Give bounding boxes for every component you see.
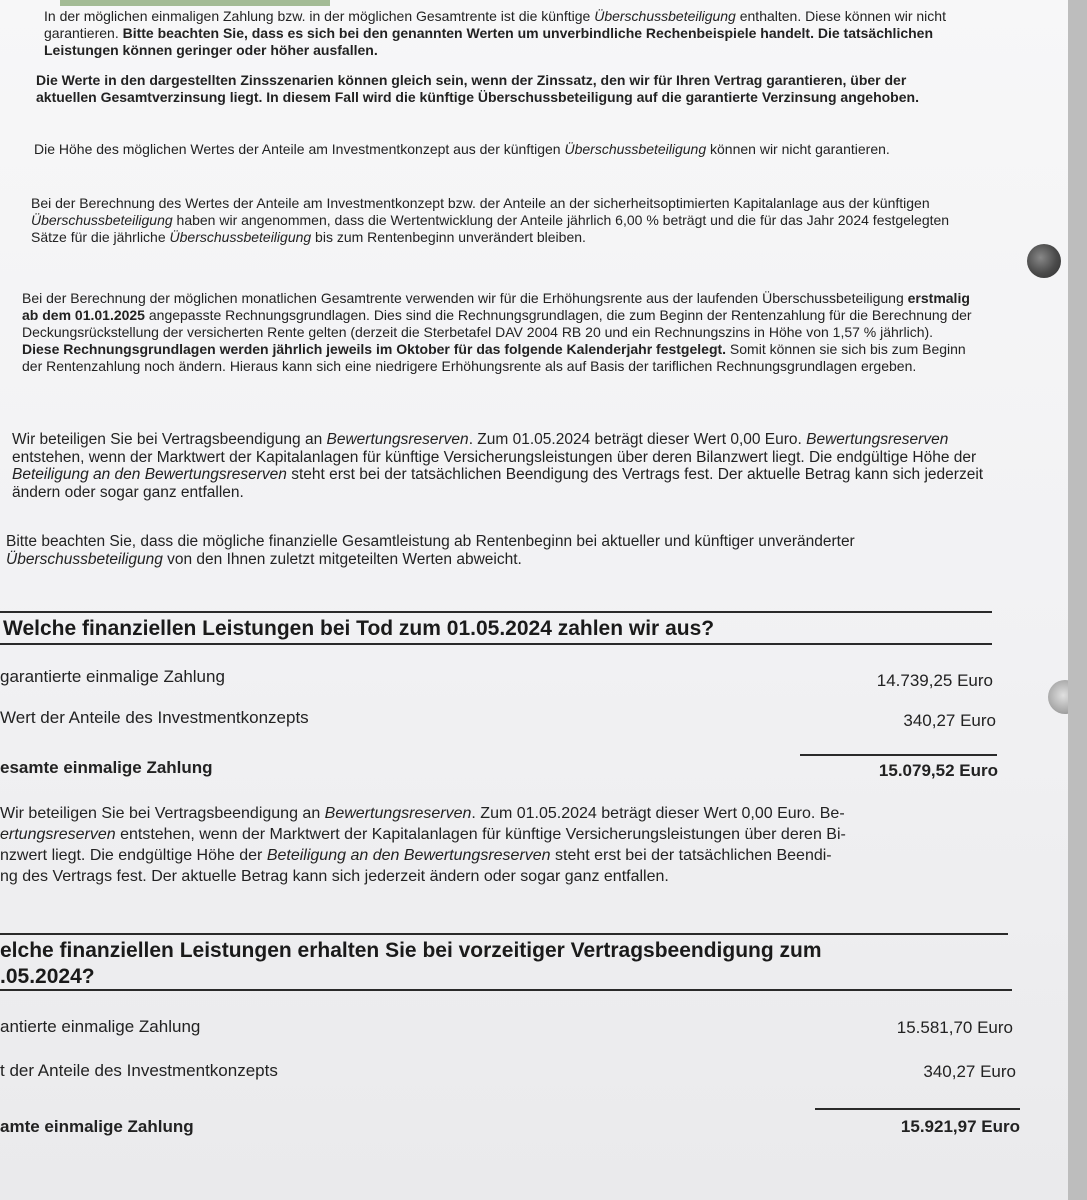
section-divider-top bbox=[0, 611, 992, 613]
punch-hole-icon bbox=[1048, 680, 1068, 714]
paragraph-surplus-note: In der möglichen einmaligen Zahlung bzw. in der möglichen Gesamtrente ist die künftige Überschussbeteiligung enthalten. Diese können wir nicht garantieren. Bitte beachten Sie, dass es sich bei den genannten Werten um unverbindliche Rechenbeispiele handelt. Die tatsächlichen Leistungen können geringer oder höher ausfallen. bbox=[44, 8, 946, 58]
sum-line bbox=[800, 754, 997, 756]
row-value-guaranteed-payment: 15.581,70 Euro bbox=[896, 1018, 1013, 1037]
section-heading-death-benefit: Welche finanziellen Leistungen bei Tod zum 01.05.2024 zahlen wir aus? bbox=[3, 617, 715, 640]
row-label-guaranteed-payment: garantierte einmalige Zahlung bbox=[0, 667, 225, 686]
row-label-total-payment: esamte einmalige Zahlung bbox=[0, 758, 213, 777]
row-value-investment-shares: 340,27 Euro bbox=[923, 1062, 1016, 1081]
background-edge bbox=[1068, 0, 1087, 1200]
row-label-total-payment: amte einmalige Zahlung bbox=[0, 1117, 194, 1136]
section-divider-bottom bbox=[0, 989, 1012, 991]
paragraph-investment-value: Die Höhe des möglichen Wertes der Anteile am Investmentkonzept aus der künftigen Überschussbeteiligung können wir nicht garantieren. bbox=[34, 141, 890, 157]
row-label-guaranteed-payment: antierte einmalige Zahlung bbox=[0, 1017, 201, 1036]
row-label-investment-shares: t der Anteile des Investmentkonzepts bbox=[0, 1061, 278, 1080]
paragraph-interest-scenarios: Die Werte in den dargestellten Zinsszenarien können gleich sein, wenn der Zinssatz, den wir für Ihren Vertrag garantieren, über der aktuellen Gesamtverzinsung liegt. In diesem Fall wird die künftige Überschussbeteiligung auf die garantierte Verzinsung angehoben. bbox=[36, 72, 919, 105]
section-divider-top bbox=[0, 933, 1008, 935]
row-value-guaranteed-payment: 14.739,25 Euro bbox=[876, 671, 993, 690]
section-divider-bottom bbox=[0, 643, 992, 645]
paragraph-valuation-reserves: Wir beteiligen Sie bei Vertragsbeendigung an Bewertungsreserven. Zum 01.05.2024 beträgt dieser Wert 0,00 Euro. Bewertungsreserven entstehen, wenn der Marktwert der Kapitalanlagen für künftige Versicherungsleistungen über deren Bilanzwert liegt. Die endgültige Höhe der Beteiligung an den Bewertungsreserven steht erst bei der tatsächlichen Beendigung des Vertrags fest. Der aktuelle Betrag kann sich jederzeit ändern oder sogar ganz entfallen. bbox=[12, 431, 984, 501]
paragraph-pension-basis: Bei der Berechnung der möglichen monatlichen Gesamtrente verwenden wir für die Erhöhungsrente aus der laufenden Überschussbeteiligung erstmalig ab dem 01.01.2025 angepasste Rechnungsgrundlagen. Dies sind die Rechnungsgrundlagen, die zum Beginn der Rentenzahlung für die Berechnung der Deckungsrückstellung der versicherten Rente gelten (derzeit die Sterbetafel DAV 2004 RB 20 und ein Rechnungszins in Höhe von 1,57 % jährlich). Diese Rechnungsgrundlagen werden jährlich jeweils im Oktober für das folgende Kalenderjahr festgelegt. Somit können sie sich bis zum Beginn der Rentenzahlung noch ändern. Hieraus kann sich eine niedrigere Erhöhungsrente als auf Basis der tariflichen Rechnungsgrundlagen ergeben. bbox=[22, 290, 972, 374]
section-heading-early-termination: elche finanziellen Leistungen erhalten Sie bei vorzeitiger Vertragsbeendigung zum .05.2024? bbox=[0, 939, 822, 988]
paragraph-calculation-basis: Bei der Berechnung des Wertes der Anteile am Investmentkonzept bzw. der Anteile an der sicherheitsoptimierten Kapitalanlage aus der künftigen Überschussbeteiligung haben wir angenommen, dass die Wertentwicklung der Anteile jährlich 6,00 % beträgt und die für das Jahr 2024 festgelegten Sätze für die jährliche Überschussbeteiligung bis zum Rentenbeginn unverändert bleiben. bbox=[31, 195, 950, 245]
row-value-total-payment: 15.079,52 Euro bbox=[878, 761, 998, 780]
punch-hole-icon bbox=[1027, 244, 1061, 278]
paragraph-death-valuation-reserves: Wir beteiligen Sie bei Vertragsbeendigung an Bewertungsreserven. Zum 01.05.2024 beträgt dieser Wert 0,00 Euro. Be- ertungsreserven entstehen, wenn der Marktwert der Kapitalanlagen für künftige Versicherungsleistungen über deren Bi- nzwert liegt. Die endgültige Höhe der Beteiligung an den Bewertungsreserven steht erst bei der tatsächlichen Beendi- ng des Vertrags fest. Der aktuelle Betrag kann sich jederzeit ändern oder sogar ganz entfallen. bbox=[0, 805, 846, 885]
green-header-strip bbox=[60, 0, 330, 6]
row-value-investment-shares: 340,27 Euro bbox=[903, 711, 996, 730]
row-label-investment-shares: Wert der Anteile des Investmentkonzepts bbox=[0, 708, 309, 727]
row-value-total-payment: 15.921,97 Euro bbox=[900, 1117, 1020, 1136]
sum-line bbox=[815, 1108, 1020, 1110]
paragraph-total-benefit-note: Bitte beachten Sie, dass die mögliche finanzielle Gesamtleistung ab Rentenbeginn bei aktueller und künftiger unveränderter Überschussbeteiligung von den Ihnen zuletzt mitgeteilten Werten abweicht. bbox=[6, 533, 855, 568]
